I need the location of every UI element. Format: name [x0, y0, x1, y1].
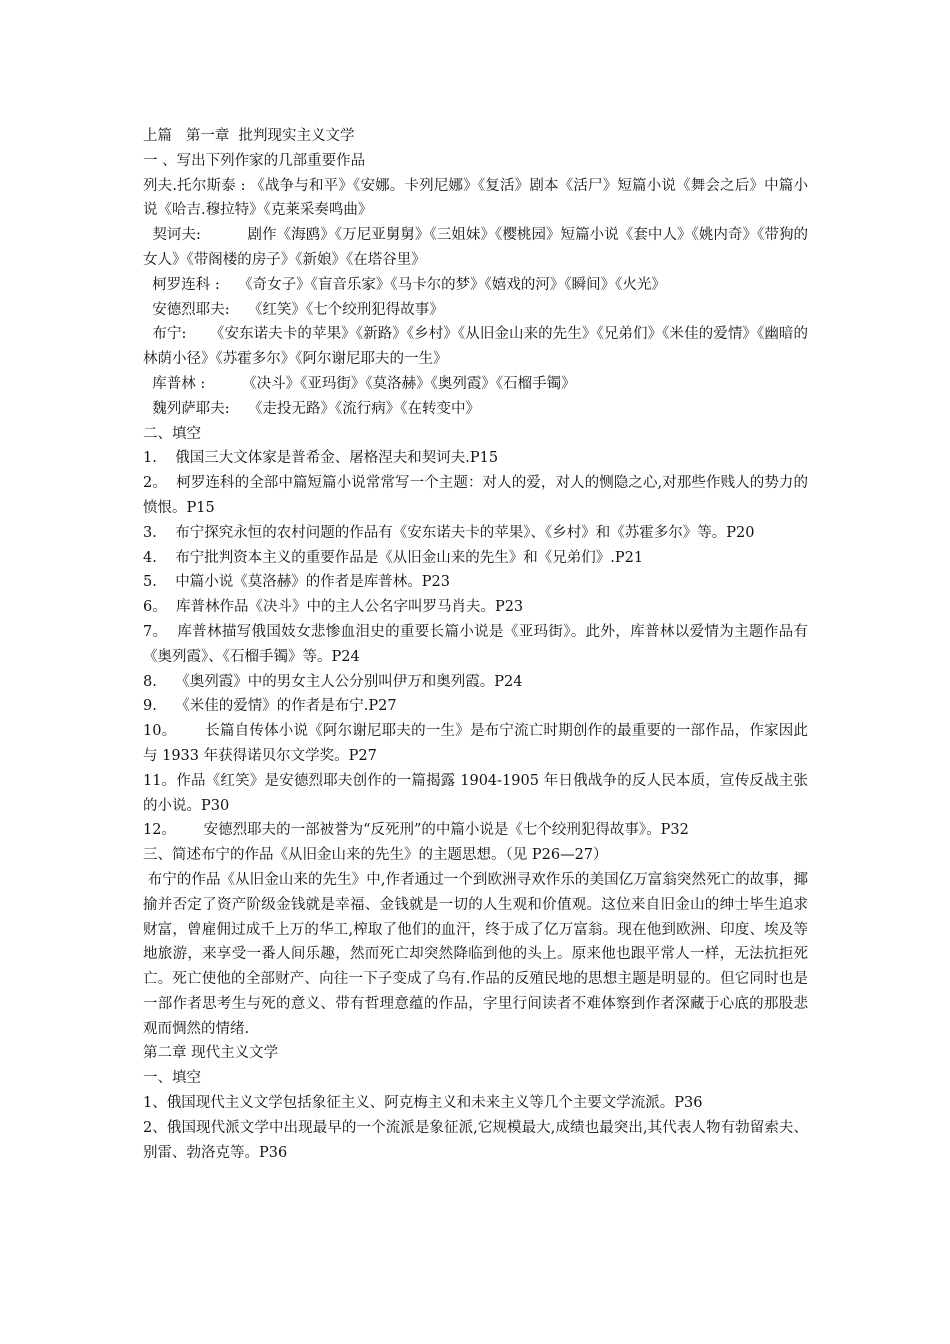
fill-in-item: 7。 库普林描写俄国妓女悲惨血泪史的重要长篇小说是《亚玛街》。此外，库普林以爱情为主题作品有《奥列霞》、《石榴手镯》等。P24 — [143, 623, 808, 665]
section-heading: 二、填空 — [143, 425, 201, 442]
fill-in-item: 10。 长篇自传体小说《阿尔谢尼耶夫的一生》是布宁流亡时期创作的最重要的一部作品，作家因此与 1933 年获得诺贝尔文学奖。P27 — [143, 723, 808, 764]
fill-in-item: 1. 俄国三大文体家是普希金、屠格涅夫和契诃夫.P15 — [143, 450, 499, 467]
author-works-veresaev: 魏列萨耶夫: 《走投无路》《流行病》《在转变中》 — [143, 400, 481, 417]
section-heading: 三、简述布宁的作品《从旧金山来的先生》的主题思想。（见 P26—27） — [143, 847, 608, 864]
author-works-tolstoy: 列夫.托尔斯泰 : 《战争与和平》《安娜。卡列尼娜》《复活》剧本《活尸》短篇小说《舞会之后》中篇小说《哈吉.穆拉特》《克莱采奏鸣曲》 — [143, 177, 808, 219]
author-works-andreyev: 安德烈耶夫: 《红笑》《七个绞刑犯得故事》 — [143, 301, 444, 318]
section-heading: 一、填空 — [143, 1070, 201, 1087]
fill-in-item: 11。作品《红笑》是安德烈耶夫创作的一篇揭露 1904-1905 年日俄战争的反人民本质，宣传反战主张的小说。P30 — [143, 772, 808, 814]
fill-in-item: 8. 《奥列霞》中的男女主人公分别叫伊万和奥列霞。P24 — [143, 673, 523, 690]
author-works-korolenko: 柯罗连科 : 《奇女子》《盲音乐家》《马卡尔的梦》《嬉戏的河》《瞬间》《火光》 — [143, 276, 666, 293]
fill-in-item: 5. 中篇小说《莫洛赫》的作者是库普林。P23 — [143, 574, 450, 591]
fill-in-item: 9. 《米佳的爱情》的作者是布宁.P27 — [143, 698, 397, 715]
author-works-bunin: 布宁: 《安东诺夫卡的苹果》《新路》《乡村》《从旧金山来的先生》《兄弟们》《米佳的爱情》《幽暗的林荫小径》《苏霍多尔》《阿尔谢尼耶夫的一生》 — [143, 326, 808, 368]
document-body — [143, 124, 808, 1165]
fill-in-item: 2、俄国现代派文学中出现最早的一个流派是象征派,它规模最大,成绩也最突出,其代表人物有勃留索夫、别雷、勃洛克等。P36 — [143, 1119, 808, 1161]
fill-in-item: 6。 库普林作品《决斗》中的主人公名字叫罗马肖夫。P23 — [143, 599, 524, 616]
section-heading: 一 、写出下列作家的几部重要作品 — [143, 152, 366, 169]
author-works-kuprin: 库普林 : 《决斗》《亚玛街》《莫洛赫》《奥列霞》《石榴手镯》 — [143, 375, 576, 392]
fill-in-item: 1、俄国现代主义文学包括象征主义、阿克梅主义和未来主义等几个主要文学流派。P36 — [143, 1095, 703, 1112]
fill-in-item: 4. 布宁批判资本主义的重要作品是《从旧金山来的先生》和《兄弟们》.P21 — [143, 549, 644, 566]
fill-in-item: 2。 柯罗连科的全部中篇短篇小说常常写一个主题：对人的爱，对人的恻隐之心,对那些作贱人的势力的愤恨。P15 — [143, 475, 808, 516]
author-works-chekhov: 契诃夫: 剧作《海鸥》《万尼亚舅舅》《三姐妹》《樱桃园》短篇小说《套中人》《姚内奇》《带狗的女人》《带阁楼的房子》《新娘》《在塔谷里》 — [143, 227, 809, 268]
essay-paragraph: 布宁的作品《从旧金山来的先生》中,作者通过一个到欧洲寻欢作乐的美国亿万富翁突然死亡的故事，揶揄并否定了资产阶级金钱就是幸福、金钱就是一切的人生观和价值观。这位来自旧金山的绅士毕生追求财富，曾雇佣过成千上万的华工,榨取了他们的血汗，终于成了亿万富翁。现在他到欧洲、印度、埃及等地旅游，来享受一番人间乐趣，然而死亡却突然降临到他的头上。原来他也跟平常人一样，无法抗拒死亡。死亡使他的全部财产、向往一下子变成了乌有.作品的反殖民地的思想主题是明显的。但它同时也是一部作者思考生与死的意义、带有哲理意蕴的作品，字里行间读者不难体察到作者深藏于心底的那股悲观而惆然的情绪. — [143, 871, 809, 1037]
chapter-heading: 上篇 第一章 批判现实主义文学 — [143, 128, 355, 144]
fill-in-item: 3. 布宁探究永恒的农村问题的作品有《安东诺夫卡的苹果》、《乡村》和《苏霍多尔》等。P20 — [143, 524, 755, 541]
fill-in-item: 12。 安德烈耶夫的一部被誉为“反死刑”的中篇小说是《七个绞刑犯得故事》。P32 — [143, 822, 689, 839]
chapter-heading: 第二章 现代主义文学 — [143, 1045, 279, 1062]
